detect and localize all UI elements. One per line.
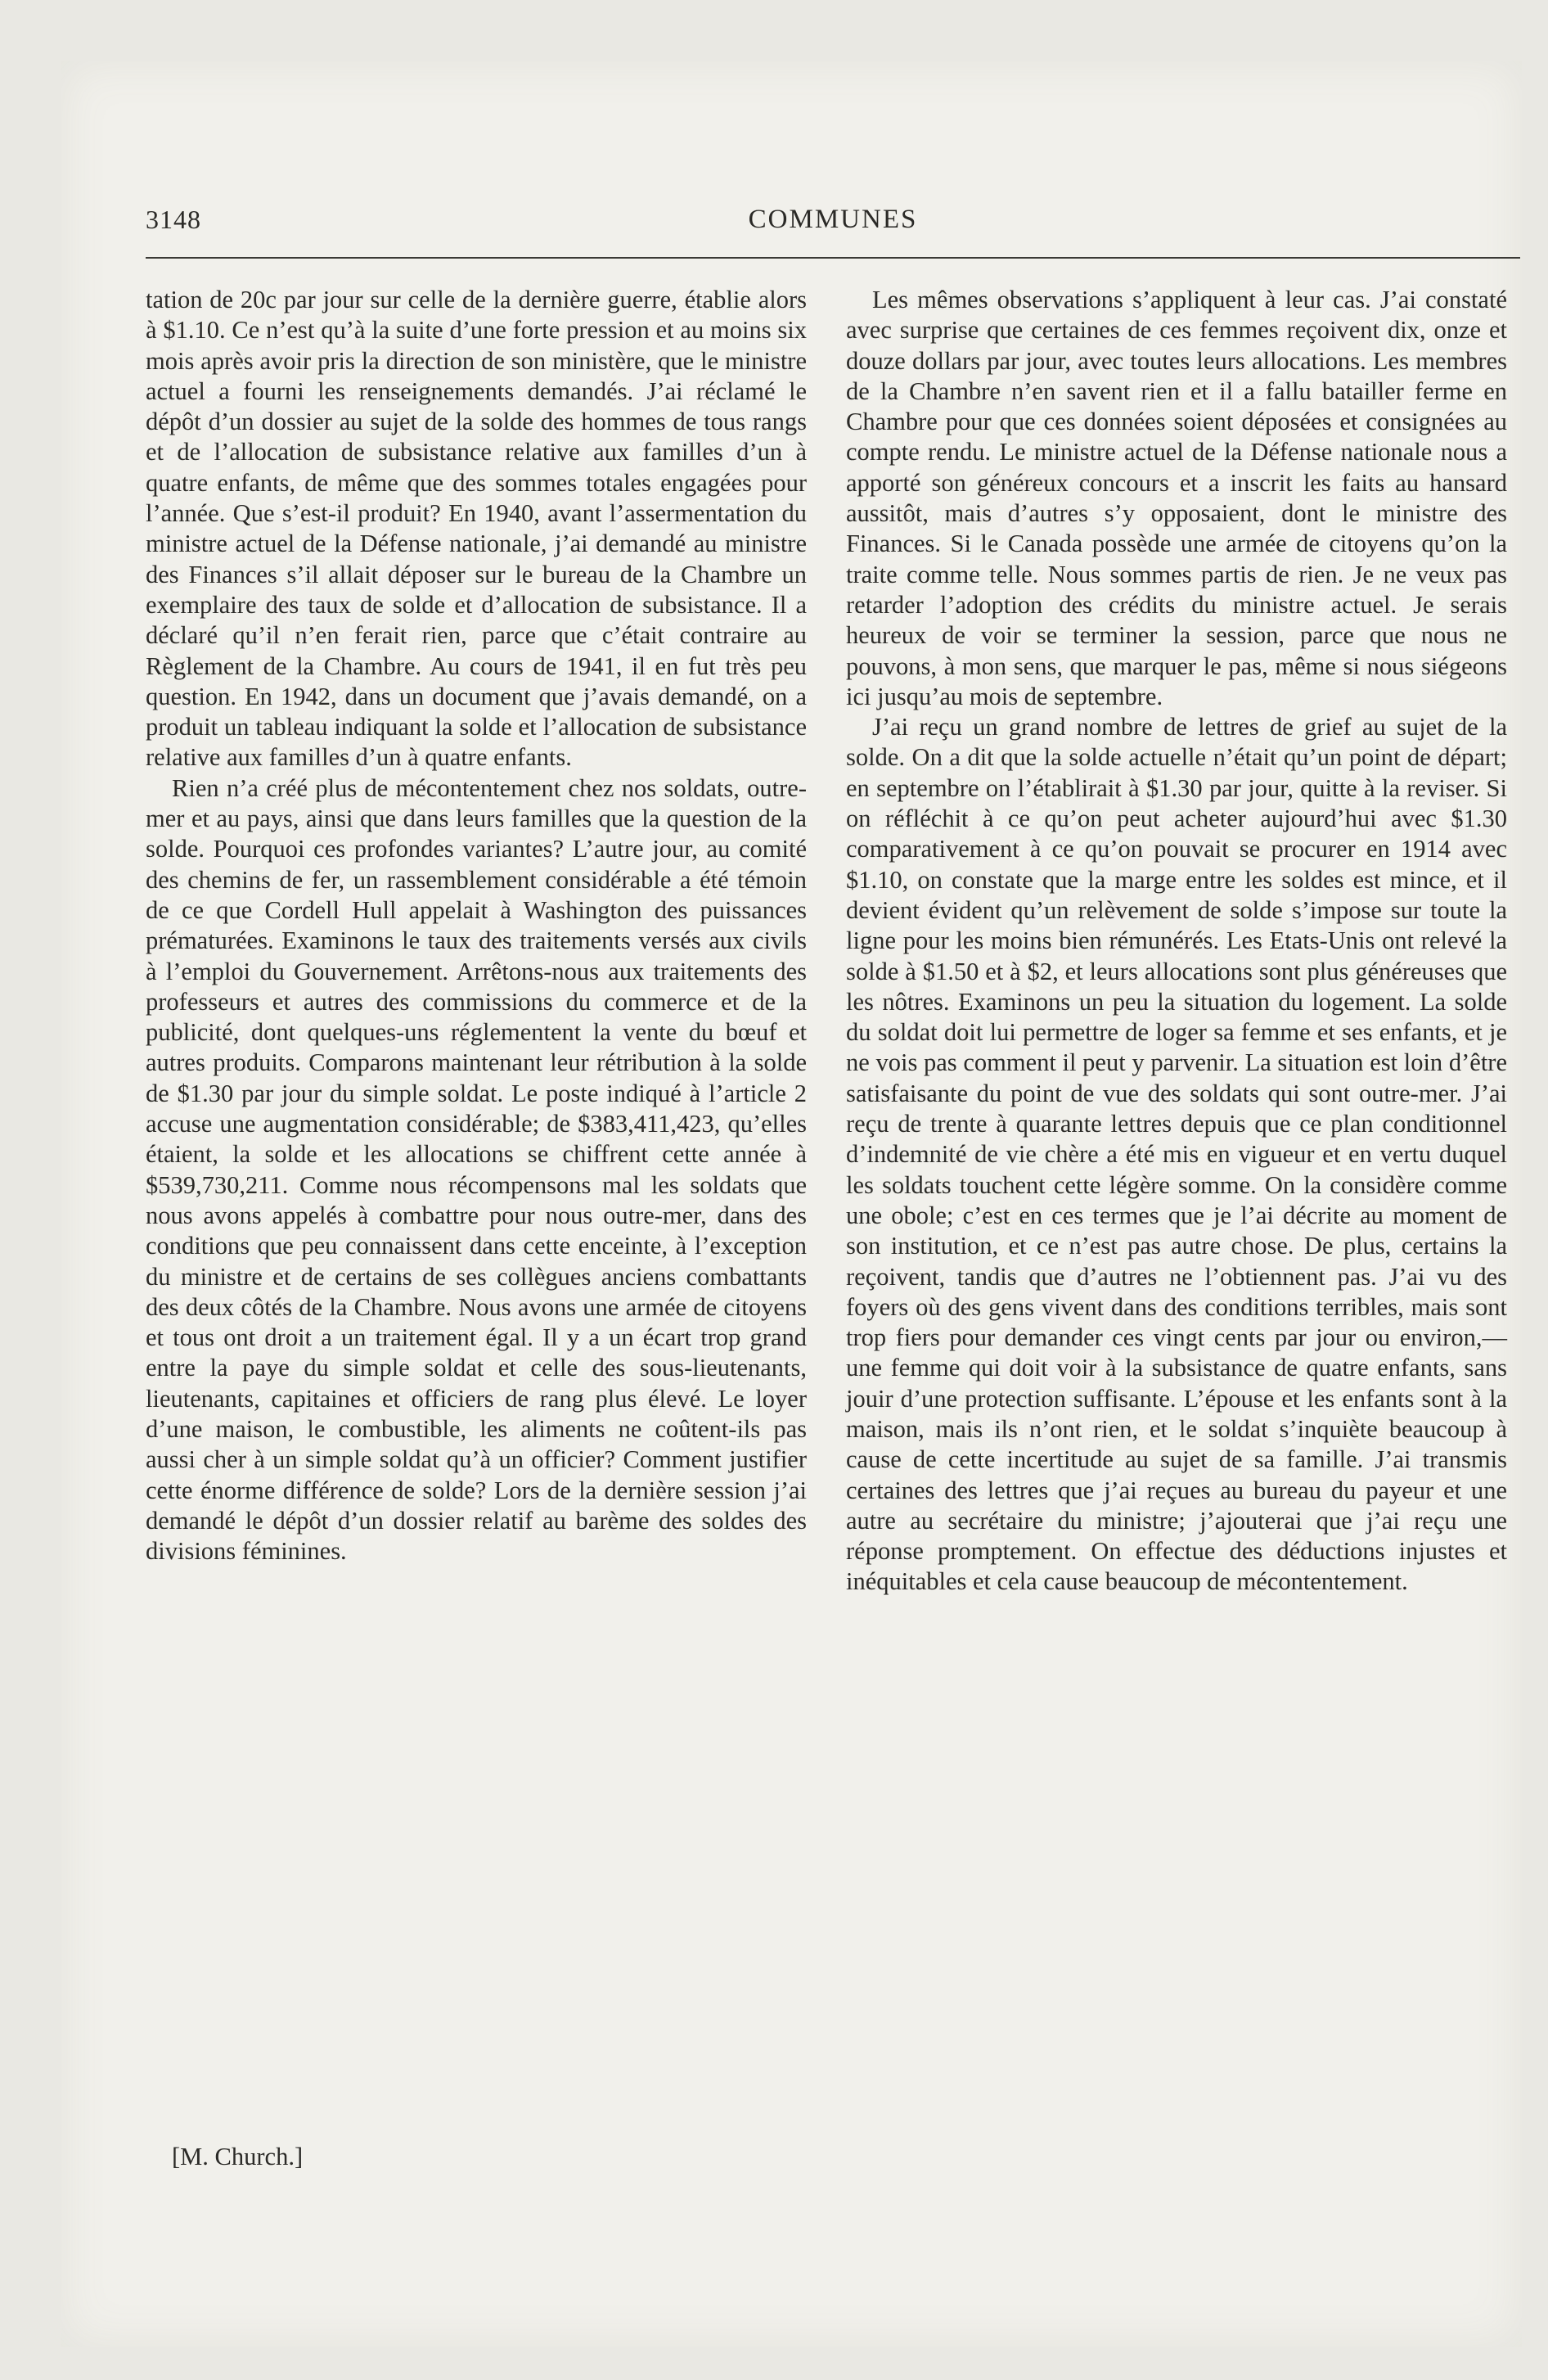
page-header bbox=[146, 205, 1520, 254]
speaker-tag: [M. Church.] bbox=[172, 2143, 304, 2170]
right-column bbox=[846, 285, 1507, 1598]
paragraph: Les mêmes observations s’appliquent à leur cas. J’ai constaté avec surprise que certaines de ces femmes reçoivent dix, onze et douze dollars par jour, avec toutes leurs allocations. Les membres de la Chambre n’en savent rien et il a fallu batailler ferme en Chambre pour que ces données soient déposées et consignées au compte rendu. Le ministre actuel de la Défense nationale nous a apporté son généreux concours et a inscrit les faits au hansard aussitôt, mais d’autres s’y opposaient, dont le ministre des Finances. Si le Canada possède une armée de citoyens qu’on la traite comme telle. Nous sommes partis de rien. Je ne veux pas retarder l’adoption des crédits du ministre actuel. Je serais heureux de voir se terminer la session, parce que nous ne pouvons, à mon sens, que marquer le pas, même si nous siégeons ici jusqu’au mois de septembre. bbox=[846, 286, 1507, 710]
page-sheet bbox=[61, 61, 1522, 2347]
paragraph: J’ai reçu un grand nombre de lettres de grief au sujet de la solde. On a dit que la solde actuelle n’était qu’un point de départ; en septembre on l’établirait à $1.30 par jour, quitte à la reviser. Si on réfléchit à ce qu’on peut acheter aujourd’hui avec $1.30 comparativement à ce qu’on pouvait se procurer en 1914 avec $1.10, on constate que la marge entre les soldes est mince, et il devient évident qu’un relèvement de solde s’impose sur toute la ligne pour les moins bien rémunérés. Les Etats-Unis ont relevé la solde à $1.50 et à $2, et leurs allocations sont plus généreuses que les nôtres. Examinons un peu la situation du logement. La solde du soldat doit lui permettre de loger sa femme et ses enfants, et je ne vois pas comment il peut y parvenir. La situation est loin d’être satisfaisante du point de vue des soldats qui sont outre-mer. J’ai reçu de trente à quarante lettres depuis que ce plan conditionnel d’indemnité de vie chère a été mis en vigueur et en vertu duquel les soldats touchent cette légère somme. On la considère comme une obole; c’est en ces termes que je l’ai décrite au moment de son institution, et ce n’est pas autre chose. De plus, certains la reçoivent, tandis que d’autres ne l’obtiennent pas. J’ai vu des foyers où des gens vivent dans des conditions terribles, mais sont trop fiers pour demander ces vingt cents par jour ou environ,—une femme qui doit voir à la subsistance de quatre enfants, sans jouir d’une protection suffisante. L’épouse et les enfants sont à la maison, mais ils n’ont rien, et le soldat s’inquiète beaucoup à cause de cette incertitude au sujet de sa famille. J’ai transmis certaines des lettres que j’ai reçues au bureau du payeur et une autre au secrétaire du ministre; j’ajouterai que j’ai reçu une réponse promptement. On effectue des déductions injustes et inéquitables et cela cause beaucoup de mécontentement. bbox=[846, 713, 1507, 1596]
left-column bbox=[146, 285, 807, 1566]
running-head: COMMUNES bbox=[748, 205, 918, 234]
paragraph: Rien n’a créé plus de mécontentement chez nos soldats, outre-mer et au pays, ainsi que dans leurs familles que la question de la solde. Pourquoi ces profondes variantes? L’autre jour, au comité des chemins de fer, un rassemblement considérable a été témoin de ce que Cordell Hull appelait à Washington des puissances prématurées. Examinons le taux des traitements versés aux civils à l’emploi du Gouvernement. Arrêtons-nous aux traitements des professeurs et autres des commissions du commerce et de la publicité, dont quelques-uns réglementent la vente du bœuf et autres produits. Comparons maintenant leur rétribution à la solde de $1.30 par jour du simple soldat. Le poste indiqué à l’article 2 accuse une augmentation considérable; de $383,411,423, qu’elles étaient, la solde et les allocations se chiffrent cette année à $539,730,211. Comme nous récompensons mal les soldats que nous avons appelés à combattre pour nous outre-mer, dans des conditions que peu connaissent dans cette enceinte, à l’exception du ministre et de certains de ses collègues anciens combattants des deux côtés de la Chambre. Nous avons une armée de citoyens et tous ont droit a un traitement égal. Il y a un écart trop grand entre la paye du simple soldat et celle des sous-lieutenants, lieutenants, capitaines et officiers de rang plus élevé. Le loyer d’une maison, le combustible, les aliments ne coûtent-ils pas aussi cher à un simple soldat qu’à un officier? Comment justifier cette énorme différence de solde? Lors de la dernière session j’ai demandé le dépôt d’un dossier relatif au barème des soldes des divisions féminines. bbox=[146, 773, 807, 1566]
paragraph: tation de 20c par jour sur celle de la dernière guerre, établie alors à $1.10. Ce n’est qu’à la suite d’une forte pression et au moins six mois après avoir pris la direction de son ministère, que le ministre actuel a fourni les renseignements demandés. J’ai réclamé le dépôt d’un dossier au sujet de la solde des hommes de tous rangs et de l’allocation de subsistance relative aux familles d’un à quatre enfants, de même que des sommes totales engagées pour l’année. Que s’est-il produit? En 1940, avant l’assermentation du ministre actuel de la Défense nationale, j’ai demandé au ministre des Finances s’il allait déposer sur le bureau de la Chambre un exemplaire des taux de solde et d’allocation de subsistance. Il a déclaré qu’il n’en ferait rien, parce que c’était contraire au Règlement de la Chambre. Au cours de 1941, il en fut très peu question. En 1942, dans un document que j’avais demandé, on a produit un tableau indiquant la solde et l’allocation de subsistance relative aux familles d’un à quatre enfants. bbox=[146, 286, 807, 772]
header-rule bbox=[146, 257, 1520, 259]
page-number: 3148 bbox=[146, 205, 201, 234]
